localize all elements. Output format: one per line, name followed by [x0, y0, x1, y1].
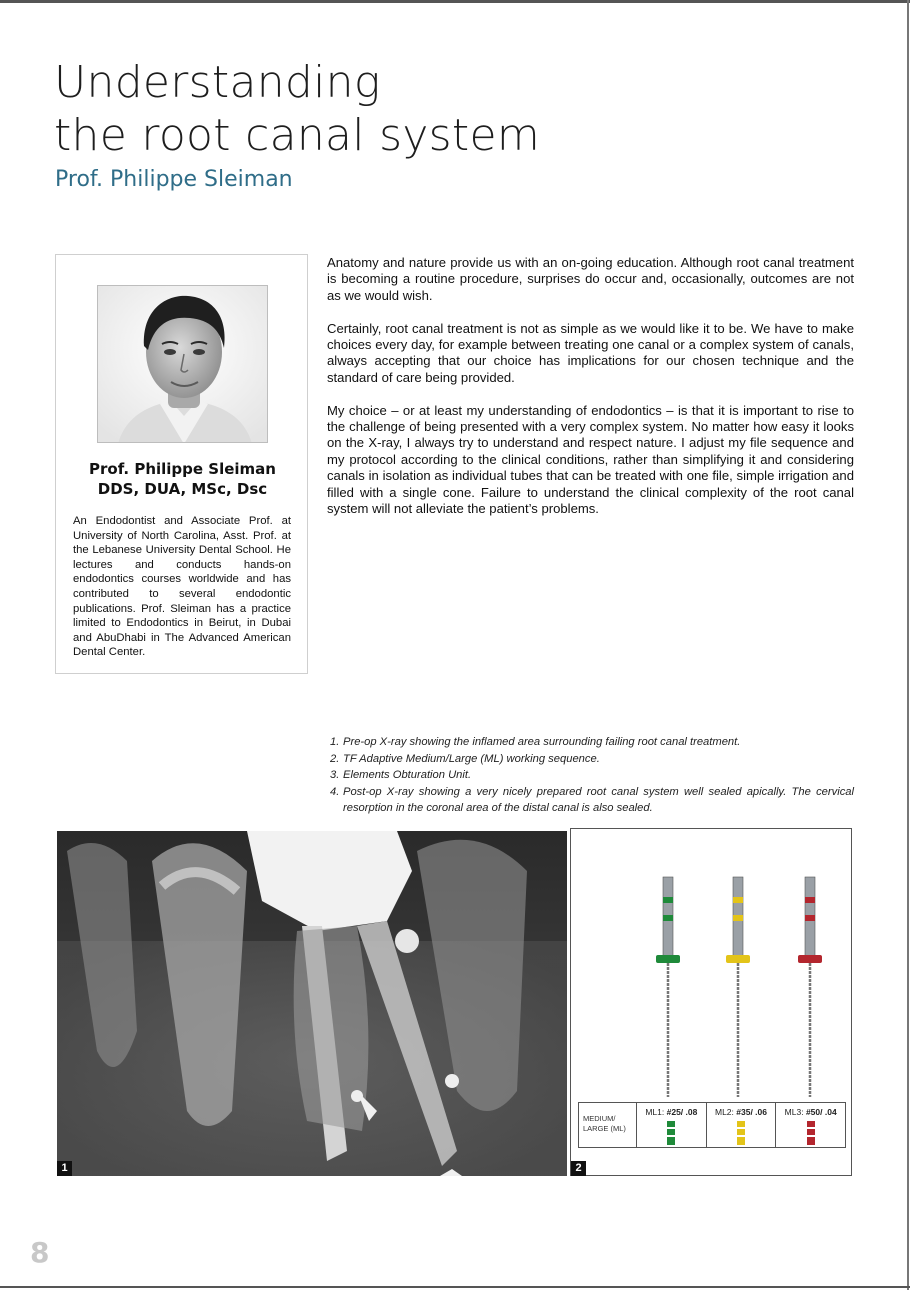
sequence-label: MEDIUM/ LARGE (ML) [579, 1103, 637, 1147]
file-cell-ml3 [776, 1103, 845, 1147]
caption-number: 3. [330, 769, 340, 782]
caption-text: Pre-op X-ray showing the inflamed area surrounding failing root canal treatment. [343, 736, 741, 748]
file-prefix: ML3: [784, 1107, 804, 1117]
page-number: 8 [30, 1236, 50, 1269]
file-prefix: ML2: [715, 1107, 734, 1117]
caption-text: Post-op X-ray showing a very nicely prepared root canal system well sealed apically. The cervical resorption in the coronal area of the distal canal is also sealed. [343, 785, 854, 815]
caption-text: TF Adaptive Medium/Large (ML) working sequence. [343, 752, 600, 765]
xray-image [57, 831, 567, 1176]
article-title [54, 56, 540, 162]
file-cell-ml1 [637, 1103, 707, 1147]
file-size: #25/ .08 [666, 1107, 698, 1117]
figure-2-file-sequence [570, 828, 852, 1176]
bottom-border [0, 1286, 910, 1288]
caption-item [330, 751, 854, 768]
caption-number: 2. [330, 752, 340, 765]
top-border [0, 0, 910, 3]
article-body [327, 255, 854, 534]
author-bio-box [55, 254, 308, 674]
figure-2-badge: 2 [571, 1161, 586, 1176]
caption-number: 4. [330, 785, 340, 798]
file-handle-icon [735, 1121, 747, 1145]
bio-text: An Endodontist and Associate Prof. at University of North Carolina, Asst. Prof. at the Lebanese University Dental School. He lectures and conducts hands-on endodontics courses worldwide and has contributed to several endodontic publications. Prof. Sleiman has a practice limited to Endodontics in Beirut, in Dubai and AbuDhabi in The Advanced American Dental Center. [73, 515, 291, 659]
file-handle-icon [665, 1121, 677, 1145]
body-paragraph: My choice – or at least my understanding of endodontics – is that it is important to rise to the challenge of being presented with a very complex system. No matter how easy it looks on the X-ray, I always try to understand and respect nature. I adjust my file sequence and my protocol according to the clinical conditions, rather than simplifying it and considering canals in isolation as individual tubes that can be treated with one file, simple irrigation and filled with a single cone. Failure to understand the clinical complexity of the root canal system will not alleviate the patient’s problems. [327, 402, 854, 517]
figure-1-badge: 1 [57, 1161, 72, 1176]
file-size: #35/ .06 [736, 1107, 768, 1117]
body-paragraph: Certainly, root canal treatment is not as simple as we would like it to be. We have to make choices every day, for example between treating one canal or a complex system of canals, always accepting that our choice has implications for our chosen technique and the standard of care being provided. [327, 320, 854, 385]
file-sequence-table [578, 1102, 846, 1148]
caption-text: Elements Obturation Unit. [343, 769, 472, 782]
title-line-1: Understanding [54, 57, 381, 108]
file-prefix: ML1: [645, 1107, 665, 1117]
caption-number: 1. [330, 736, 340, 748]
file-cell-ml2 [707, 1103, 777, 1147]
caption-item [330, 767, 854, 784]
author-subtitle: Prof. Philippe Sleiman [55, 167, 293, 192]
bio-heading [56, 459, 309, 499]
bio-degrees: DDS, DUA, MSc, Dsc [97, 480, 268, 498]
figure-1-xray [57, 831, 567, 1176]
author-portrait-image [98, 286, 268, 443]
body-paragraph: Anatomy and nature provide us with an on-going education. Although root canal treatment is becoming a routine procedure, surprises do occur and, occasionally, outcomes are not as we would wish. [327, 255, 854, 303]
caption-item [330, 734, 854, 751]
endodontic-files-icon [571, 829, 851, 1099]
figure-captions [330, 734, 854, 817]
title-line-2: the root canal system [54, 110, 540, 161]
caption-item [330, 784, 854, 817]
file-handle-icon [805, 1121, 817, 1145]
file-size: #50/ .04 [805, 1107, 837, 1117]
bio-name: Prof. Philippe Sleiman [89, 460, 276, 478]
right-border [907, 0, 909, 1290]
author-portrait [97, 285, 268, 443]
